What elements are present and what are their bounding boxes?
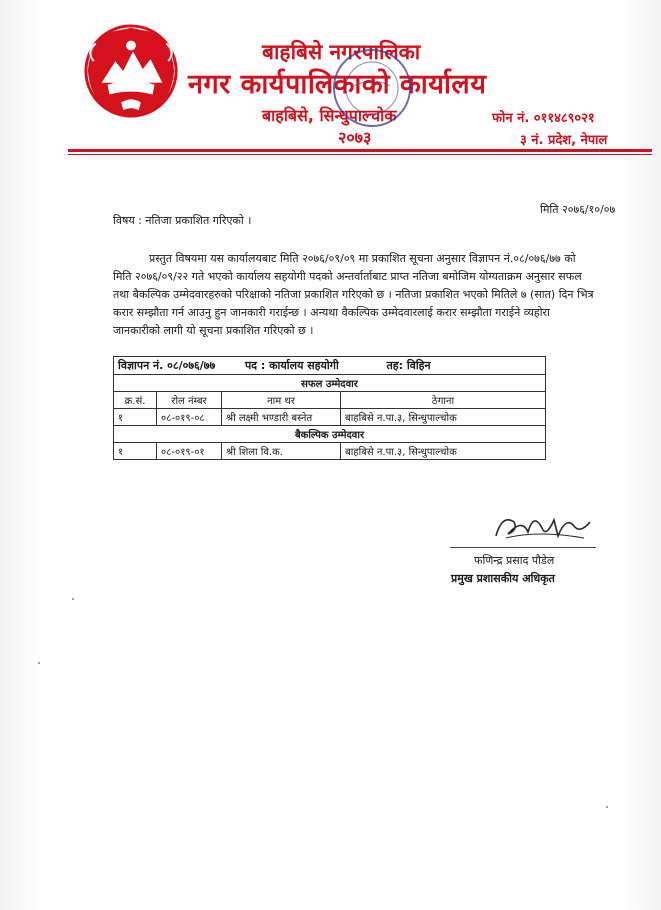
table-title-row	[114, 357, 546, 375]
executive-office-title: नगर कार्यपालिकाको कार्यालय	[188, 69, 487, 100]
table-row	[114, 443, 546, 460]
section-heading-row	[114, 426, 546, 443]
body-line: जानकारीको लागी यो सूचना प्रकाशित गरिएको छ ।	[113, 324, 314, 337]
post-level: तह: विहिन	[386, 359, 431, 372]
body-line: प्रस्तुत विषयमा यस कार्यालयबाट मिति २०७६/०९/०९ मा प्रकाशित सूचना अनुसार विज्ञापन नं.०८/०७६/७७ को	[149, 252, 576, 265]
serial-cell: १	[114, 409, 157, 426]
office-phone: फोन नं. ०११४८९०२१	[492, 111, 595, 126]
advertisement-number: विज्ञापन नं. ०८/०७६/७७	[118, 359, 216, 372]
section-heading-row	[114, 375, 546, 392]
established-year: २०७३	[338, 128, 372, 147]
office-province: ३ नं. प्रदेश, नेपाल	[520, 133, 608, 148]
nepal-emblem-icon	[82, 22, 180, 120]
post-name: पद : कार्यालय सहयोगी	[244, 359, 339, 372]
signatory-name: फणिन्द्र प्रसाद पौडेल	[474, 554, 555, 567]
office-address: बाहबिसे, सिन्धुपाल्चोक	[262, 106, 397, 125]
body-line: करार सम्झौता गर्न आउनु हुन जानकारी गराईन्छ । अन्यथा वैकल्पिक उम्मेदवारलाई करार सम्झौता गराईने व्यहोरा	[113, 306, 550, 319]
body-line: मिति २०७६/०९/२२ गते भएको कार्यालय सहयोगी पदको अन्तर्वार्ताबाट प्राप्त नतिजा बमोजिम योग्यताक्रम अनुसार सफल	[113, 270, 582, 283]
signature-line	[450, 547, 596, 548]
result-table	[113, 356, 546, 460]
municipality-name: बाहबिसे नगरपालिका	[262, 40, 421, 64]
paper-speck	[38, 662, 40, 664]
signature-icon	[488, 508, 598, 546]
successful-heading: सफल उम्मेदवार	[114, 375, 546, 392]
header-divider-thin	[68, 154, 652, 155]
column-header: क्र.सं.	[114, 392, 157, 409]
signatory-title: प्रमुख प्रशासकीय अधिकृत	[451, 572, 555, 585]
letter-date: मिति २०७६/१०/०७	[540, 203, 616, 216]
letter-body	[113, 250, 610, 340]
column-header: ठेगाना	[341, 392, 546, 409]
table-row	[114, 409, 546, 426]
serial-cell: १	[114, 443, 157, 460]
header-divider	[68, 149, 652, 152]
body-line: तथा बैकल्पिक उम्मेदवारहरुको परिक्षाको नतिजा प्रकाशित गरिएको छ । नतिजा प्रकाशित भएको मितिले ७ (सात) दिन भित्र	[113, 288, 594, 301]
address-cell: बाहबिसे न.पा.३, सिन्धुपाल्चोक	[341, 409, 546, 426]
address-cell: बाहबिसे न.पा.३, सिन्धुपाल्चोक	[341, 443, 546, 460]
column-header-row	[114, 392, 546, 409]
paper-speck	[606, 806, 608, 808]
name-cell: श्री लक्ष्मी भण्डारी बस्नेत	[222, 409, 341, 426]
letter-subject: विषय : नतिजा प्रकाशित गरिएको ।	[113, 214, 252, 227]
office-stamp-icon	[330, 46, 414, 130]
roll-cell: ०८-०१९-०१	[157, 443, 222, 460]
roll-cell: ०८-०१९-०८	[157, 409, 222, 426]
column-header: नाम थर	[222, 392, 341, 409]
alternate-heading: बैकल्पिक उम्मेदवार	[114, 426, 546, 443]
paper-speck	[72, 598, 74, 600]
column-header: रोल नंम्बर	[157, 392, 222, 409]
name-cell: श्री शिला वि.क.	[222, 443, 341, 460]
